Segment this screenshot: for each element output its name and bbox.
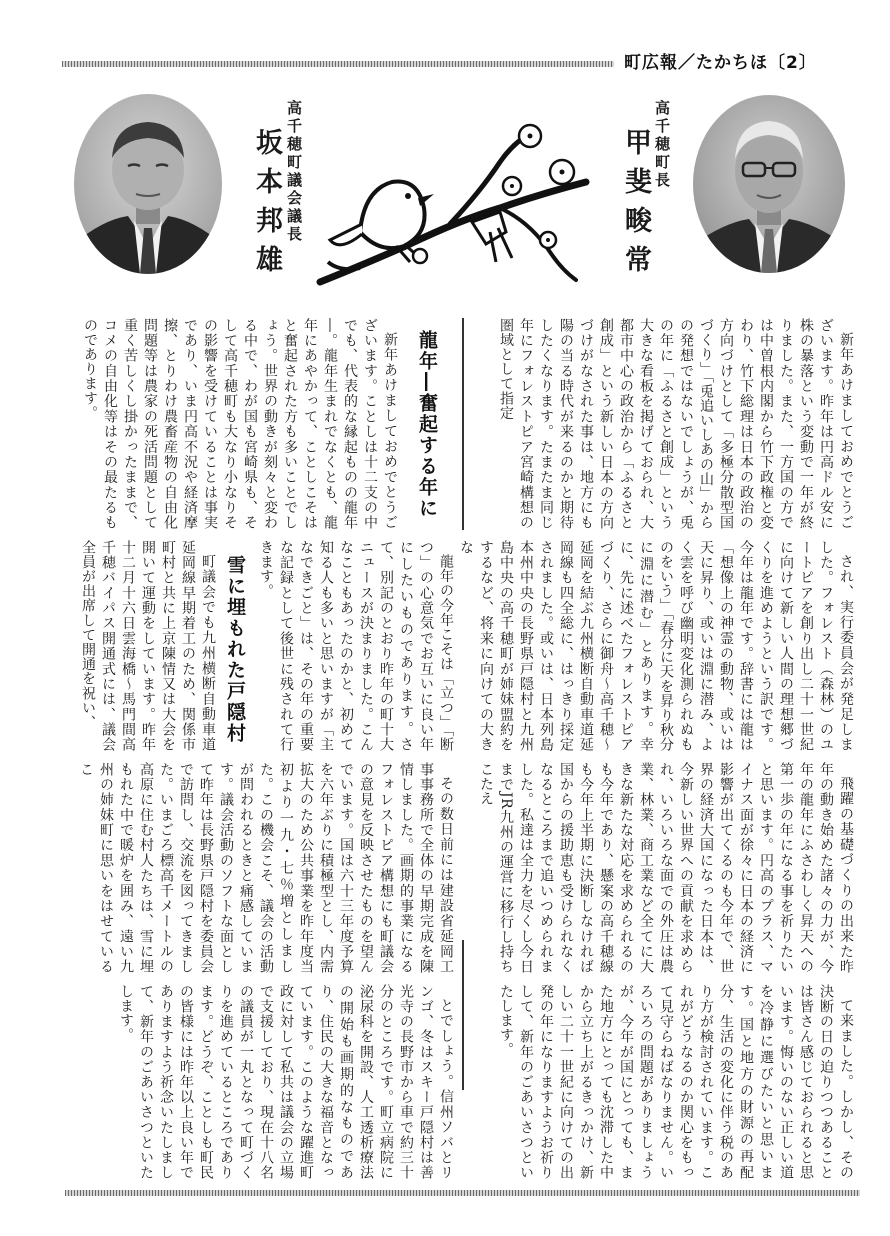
mayor-message-text: 飛躍の基礎づくりの出来た昨年の動き始めた諸々の力が、今年の龍年にふさわしく昇天への第一歩の年になる事を祈りたいと思います。円高のプラス、マイナス面が徐々に日本の経済に影響が出てくるのも今年で、世界の経済大国になった日本は、今新しい世界への貢献を求められ、いろいろな面での外圧は農業、林業、商工業など全てに大きな新たな対応を求められるのも今年であり、懸案の高千穂線も今年上半期に決断しなければ国からの援助恵も受けられなくなるところまで追いつめられました。私達は全力を尽くし今日までJR九州の運営に移行し持ちこたえ [478, 762, 854, 974]
top-rule [62, 61, 614, 67]
chair-message-block [68, 540, 218, 752]
chair-name: 坂本邦雄 [251, 128, 282, 284]
chair-message-text: 龍年の今年こそは「立つ」「断つ」の心意気でお互いに良い年にしたいものであります。さて、別記のとおり昨年の町十大ニュースが決まりました。こんなこともあったのかと、初めて知る人も多いと思いますが「主なできごと」は、その年の重要な記録として後世に残されて行きます。 [258, 540, 454, 752]
masthead: 町広報／たかちほ〔2〕 [624, 53, 817, 73]
mayor-message-block [458, 540, 856, 752]
chair-message-text: その数日前には建設省延岡工事事務所で全体の早期完成を陳情しました。画期的事業になるフォレストピア構想にも町議会の意見を反映させたものを望んでいます。国は六十三年度予算を六年ぶりに積極型とし、内需拡大のため公共事業を昨年度当初より一九・七％増としました。この機会こそ、議会の活動が問われるときと痛感しています。議会活動のソフトな面として昨年は長野県戸隠村を委員会で訪問し、交流を図ってきました。いまごろ標高千メートルの高原に住む村人たちは、雪に埋もれた中で暖炉を囲み、遠い九州の姉妹町に思いをはせているこ [78, 762, 454, 974]
section-heading: 龍年―奮起する年に [416, 330, 438, 519]
mayor-message-block [492, 984, 856, 1180]
mayor-message-text: 新年あけましておめでとうございます。昨年は円高ドル安に株の暴落という変動で一年が終りました。また、一方国の方では中曽根内閣から竹下政権と変わり、竹下総理は日本の政治の方向づけとして「多極分散型国づくり」「兎追いしあの山」からの発想ではないでしょうが、兎の年に「ふるさと創成」という大きな看板を掲げておられ、大都市中心の政治から「ふるさと創成」という新しい日本の方向づけがなされた事は、地方にも陽の当る時代が来るのかと期待したくなります。たまたま同じ年にフォレストピア宮崎構想の圏域として指定 [498, 318, 854, 530]
mayor-message-block [472, 762, 856, 974]
chair-message-text: 町議会でも九州横断自動車道延岡線早期着工のため、関係市町村と共に上京陳情又は大会を開いて運動をしています。昨年十二月十六日雲海橋～馬門間高千穂バイパス開通式には、議会全員が出席して開通を祝い、 [80, 540, 216, 752]
mayor-name: 甲斐畯常 [620, 128, 651, 284]
chair-message-block [68, 318, 400, 530]
chair-message-block [260, 540, 456, 752]
mayor-title: 高千穂町長 [653, 100, 671, 190]
chair-title: 高千穂町議会議長 [285, 100, 303, 244]
bird-branch-illustration [300, 112, 590, 292]
mayor-message-block [472, 318, 856, 530]
bottom-rule [65, 1190, 860, 1196]
chair-message-text: とでしょう。信州ソバとリンゴ、冬はスキー戸隠村は善光寺の長野市から車で約三十分のところです。町立病院に泌尿科を開設、人工透析療法の開始も画期的なものであり、住民の大きな福音となっています。このような躍進町政に対して私共は議会の立場で支援しており、現在十八名の議員が一丸となって町づくりを進めているところであります。どうぞ、ことしも町民の皆様には昨年以上良い年でありますよう祈念いたしまして、新年のごあいさつといたします。 [118, 984, 454, 1180]
mayor-message-text: て来ました。しかし、その決断の日の迫りつつあることは皆さん感じておられると思います。悔いのない正しい道を冷静に選びたいと思います。国と地方の財源の再配分、生活の変化に伴う税のあり方が検討されています。これがどうなるのか関心をもって見守らねばなりません。いろいろの問題がありましょうが、今年が国にとっても、また地方にとっても沈滞した中から立ち上がるきっかけ、新しい二十一世紀に向けての出発の年になりますようお祈りして、新年のごあいさつといたします。 [498, 984, 854, 1180]
mayor-message-text: され、実行委員会が発足しました。フォレスト（森林）のユートピアを創り出し二十一世紀に向けて新しい人間の理想郷づくりを進めようという訳です。今年は龍年です。辞書には龍は「想像上の神霊の動物、或いは天に昇り、或いは淵に潜み、よく雲を呼び幽明変化測られぬものをいう」「春分に天を昇り秋分に淵に潜む」とあります。幸に、先に述べたフォレストピアづくり、さらに御舟～高千穂～延岡を結ぶ九州横断自動車道延岡線も四全総に、はっきり採定されました。或いは、日本列島本州中央の長野県戸隠村と九州島中央の高千穂町が姉妹盟約をするなど、将来に向けての大きな [458, 540, 854, 752]
section-heading: 雪に埋もれた戸隠村 [224, 555, 246, 744]
chair-portrait [74, 94, 222, 274]
column-divider [462, 940, 464, 1090]
chair-message-text: 新年あけましておめでとうございます。ことしは十二支の中でも、代表的な縁起ものの龍年―。龍年生まれでなくとも、龍年にあやかって、ことしこそはと奮起された方も多いことでしょう。世界の動きが刻々と変わる中で、わが国も宮崎県も、そして高千穂町も大なり小なりその影響を受けていることは事実であり、いま円高不況や経済摩擦、とりわけ農畜産物の自由化問題等は農家の死活問題として重く苦しくし掛かったままで、コメの自由化等はその最たるものであります。 [82, 318, 398, 530]
column-divider [462, 318, 464, 530]
mayor-portrait [693, 95, 845, 273]
chair-message-block [100, 984, 456, 1180]
chair-message-block [68, 762, 456, 974]
